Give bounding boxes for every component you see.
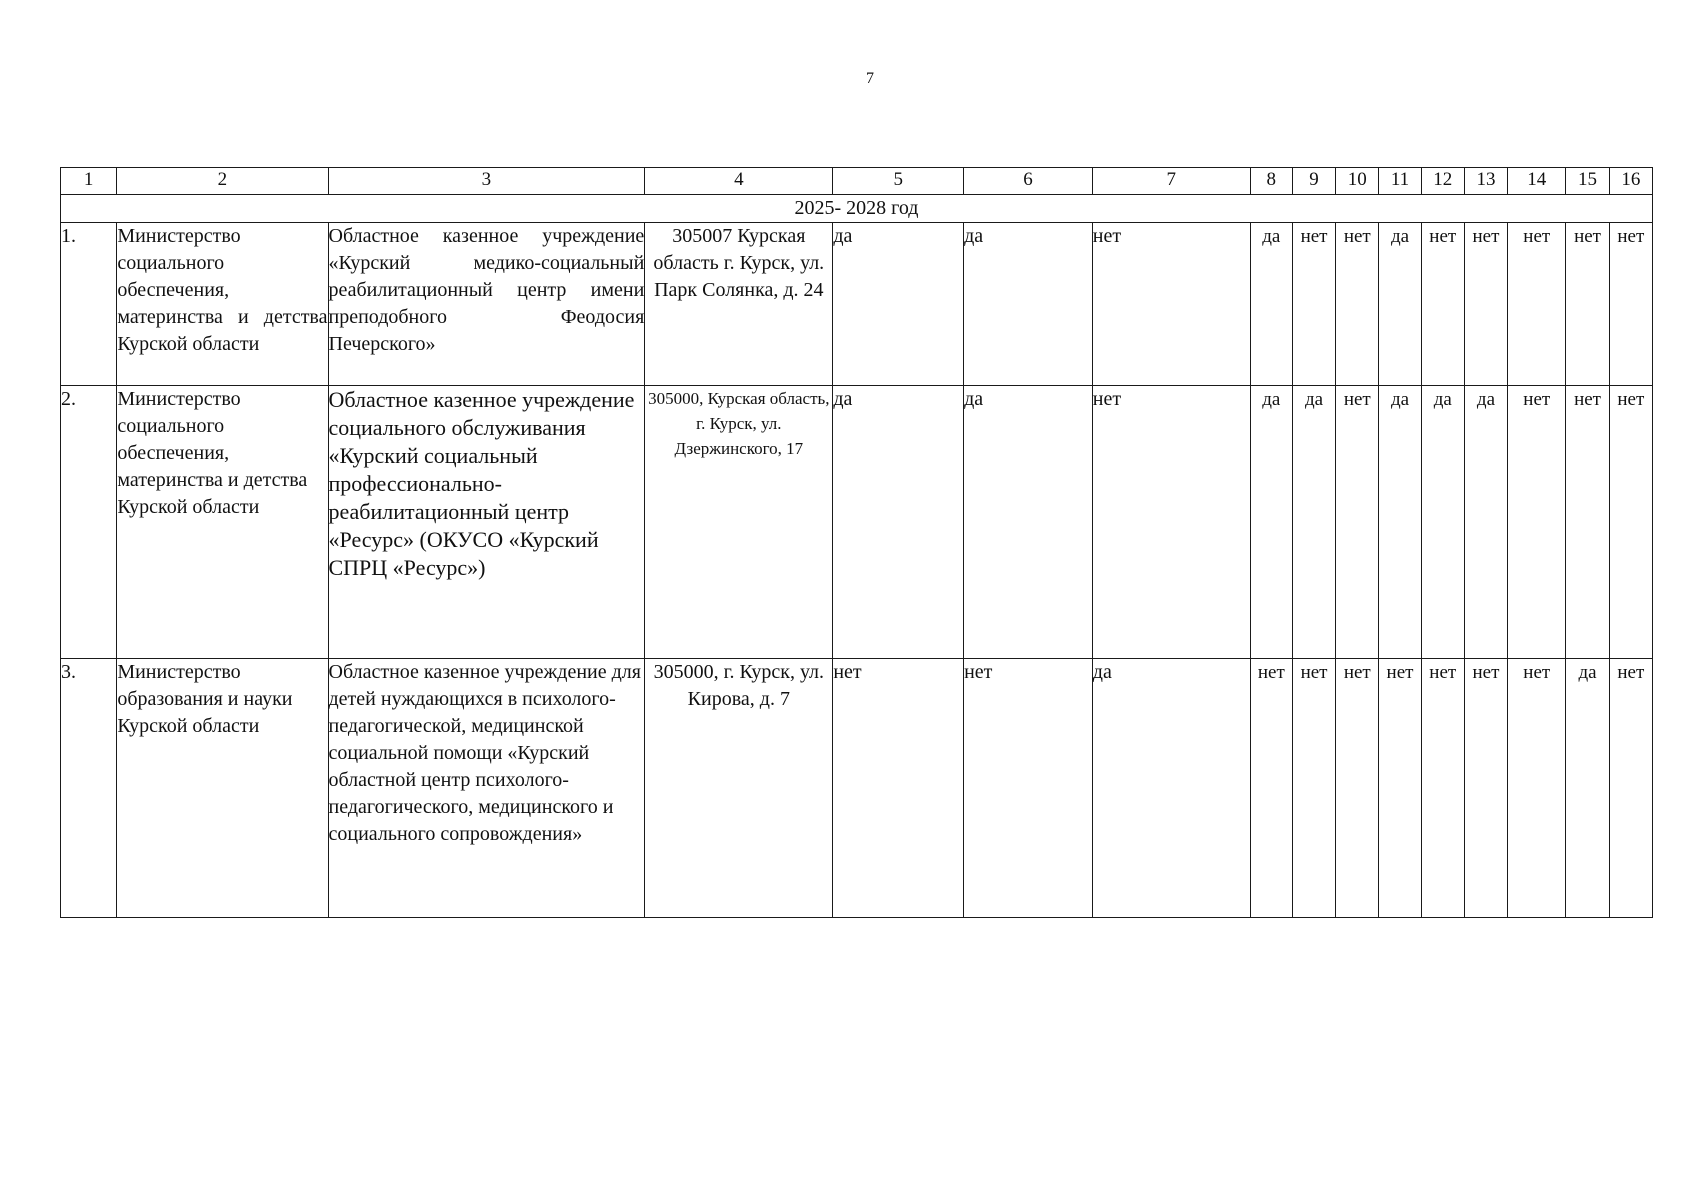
flag-cell: нет [1336,223,1379,386]
flag-cell: да [833,223,964,386]
flag-cell: нет [1092,386,1250,659]
period-heading: 2025- 2028 год [61,195,1653,223]
column-number: 10 [1336,168,1379,195]
column-number: 9 [1292,168,1335,195]
column-number: 11 [1379,168,1421,195]
flag-cell: нет [1464,659,1507,918]
flag-cell: да [1250,223,1292,386]
column-number: 16 [1609,168,1652,195]
ministry-cell: Министерство социального обеспечения, материнства и детства Курской области [117,386,328,659]
flag-cell: нет [1292,223,1335,386]
address-cell: 305000, г. Курск, ул. Кирова, д. 7 [645,659,833,918]
column-number: 5 [833,168,964,195]
flag-cell: нет [1336,659,1379,918]
flag-cell: да [1421,386,1464,659]
flag-cell: да [1566,659,1609,918]
flag-cell: нет [1508,659,1566,918]
column-number-row [61,168,1653,195]
flag-cell: да [1250,386,1292,659]
table-row [61,659,1653,918]
flag-cell: да [1292,386,1335,659]
flag-cell: да [964,386,1093,659]
flag-cell: да [833,386,964,659]
column-number: 13 [1464,168,1507,195]
flag-cell: нет [1379,659,1421,918]
table-row [61,223,1653,386]
flag-cell: нет [1566,223,1609,386]
page-number: 7 [866,70,874,87]
flag-cell: нет [1508,223,1566,386]
row-number: 2. [61,386,117,659]
institution-cell: Областное казенное учреждение для детей нуждающихся в психолого-педагогической, медицинской социальной помощи «Курский областной центр психолого-педагогического, медицинского и социального сопровождения» [328,659,645,918]
column-number: 15 [1566,168,1609,195]
flag-cell: нет [1609,223,1652,386]
flag-cell: да [1464,386,1507,659]
flag-cell: нет [1336,386,1379,659]
ministry-cell: Министерство социального обеспечения, материнства и детства Курской области [117,223,328,386]
column-number: 2 [117,168,328,195]
ministry-cell: Министерство образования и науки Курской области [117,659,328,918]
flag-cell: да [1379,223,1421,386]
flag-cell: нет [1092,223,1250,386]
institution-cell: Областное казенное учреждение «Курский медико-социальный реабилитационный центр имени преподобного Феодосия Печерского» [328,223,645,386]
flag-cell: нет [833,659,964,918]
flag-cell: нет [1609,659,1652,918]
flag-cell: нет [1566,386,1609,659]
flag-cell: нет [1421,223,1464,386]
flag-cell: да [1092,659,1250,918]
flag-cell: да [1379,386,1421,659]
row-number: 3. [61,659,117,918]
flag-cell: нет [1464,223,1507,386]
flag-cell: нет [1292,659,1335,918]
column-number: 14 [1508,168,1566,195]
column-number: 1 [61,168,117,195]
table-row [61,386,1653,659]
period-row [61,195,1653,223]
flag-cell: нет [1508,386,1566,659]
address-cell: 305007 Курская область г. Курск, ул. Парк Солянка, д. 24 [645,223,833,386]
institutions-table [60,167,1653,918]
address-cell: 305000, Курская область, г. Курск, ул. Дзержинского, 17 [645,386,833,659]
column-number: 6 [964,168,1093,195]
column-number: 3 [328,168,645,195]
column-number: 8 [1250,168,1292,195]
flag-cell: нет [1250,659,1292,918]
column-number: 12 [1421,168,1464,195]
column-number: 7 [1092,168,1250,195]
flag-cell: да [964,223,1093,386]
flag-cell: нет [1609,386,1652,659]
flag-cell: нет [1421,659,1464,918]
column-number: 4 [645,168,833,195]
row-number: 1. [61,223,117,386]
institution-cell: Областное казенное учреждение социального обслуживания «Курский социальный профессионально-реабилитационный центр «Ресурс» (ОКУСО «Курский СПРЦ «Ресурс») [328,386,645,659]
flag-cell: нет [964,659,1093,918]
